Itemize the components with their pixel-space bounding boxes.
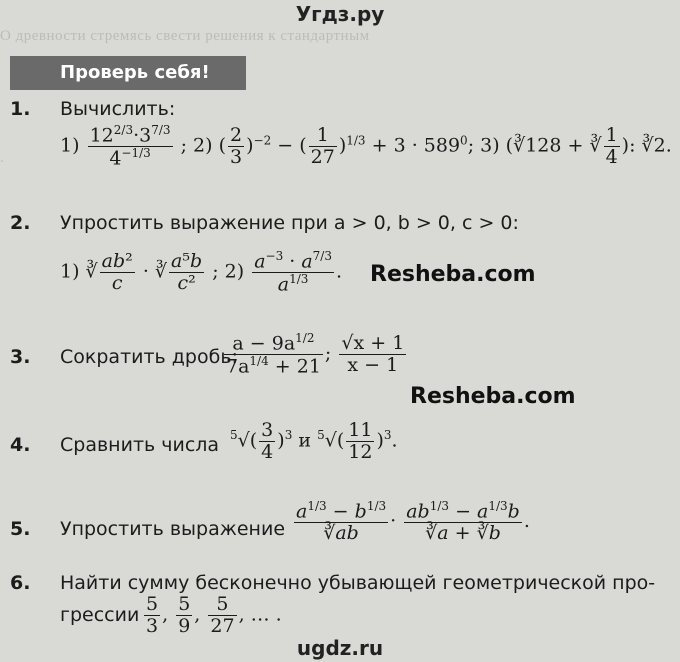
task-1-expression: 1) $\frac{12^{2/3}\cdot 3^{7/3}}{4^{-1/3}}$ ; 2) ( $\frac{2}{3}$ )$^{-2}$ − ( $\frac{1}{27}$ )$^{1/3} + 3 \cdot 589^0$; 3) (∛128 + ∛ $\frac{1}{4}$ ): ∛2. [60, 123, 672, 170]
watermark-resheba: Resheba.com [410, 384, 576, 409]
task-title: Сократить дробь: [60, 346, 238, 368]
task-title: Сравнить числа [60, 434, 220, 456]
watermark-bottom: ugdz.ru [296, 636, 384, 660]
task-4-expression: $^5$√( $\frac{3}{4}$ )$^3$ и $^5$√( $\frac{11}{12}$ )$^3$. [230, 419, 398, 463]
task-title: Упростить выражение [60, 518, 286, 540]
task-6-sequence: $\frac{5}{3}$ , $\frac{5}{9}$ , $\frac{5}{27}$ , … . [146, 593, 282, 637]
task-5-expression: $\frac{a^{1/3} - b^{1/3}}{∛ab}$ · $\frac{ab^{1/3} - a^{1/3}b}{∛a + ∛b}$ . [296, 499, 530, 545]
bleed-through-text: О древности стремясь свести решения к стандартным [0, 28, 370, 44]
task-number: 1. [10, 98, 31, 120]
task-number: 6. [10, 572, 31, 594]
bleed-through-text: . [0, 150, 5, 166]
task-title-continued: грессии [60, 604, 140, 626]
watermark-top: Угдз.ру [295, 2, 385, 26]
task-2-expression: 1) ∛ $\frac{\text{ab²}}{c}$ · ∛ $\frac{\text{a⁵b}}{\text{c²}}$ ; 2) $\frac{a^{-3} \cdot a^{7/3}}{a^{1/3}}$ . [60, 249, 343, 296]
task-title: Найти сумму бесконечно убывающей геометрической про- [60, 572, 656, 594]
section-banner: Проверь себя! [10, 56, 246, 90]
task-number: 5. [10, 518, 31, 540]
task-title: Упростить выражение при a > 0, b > 0, c > 0: [60, 212, 519, 234]
task-number: 3. [10, 346, 31, 368]
watermark-resheba: Resheba.com [370, 262, 536, 287]
task-number: 4. [10, 434, 31, 456]
task-3-expression: $\frac{a - 9a^{1/2}}{7a^{1/4} + 21}$ ; $\frac{√x + 1}{x - 1}$ [226, 331, 405, 378]
task-title: Вычислить: [60, 98, 176, 120]
task-number: 2. [10, 212, 31, 234]
